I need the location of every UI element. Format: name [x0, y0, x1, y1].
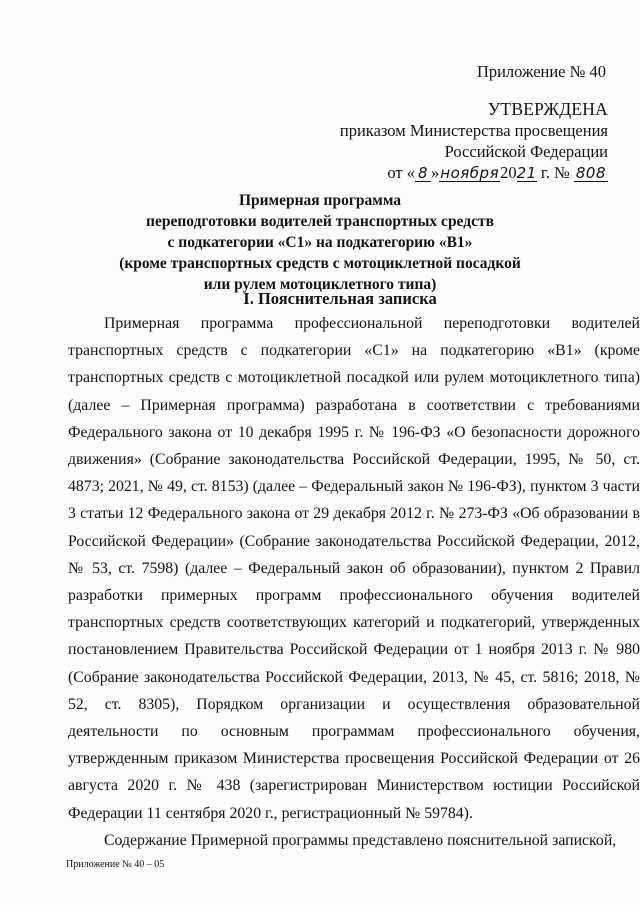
order-date-line	[288, 162, 608, 183]
date-mid: »	[431, 163, 440, 182]
approved-label: УТВЕРЖДЕНА	[487, 99, 608, 119]
title-line: Примерная программа	[238, 192, 402, 209]
title-line: (кроме транспортных средств с мотоциклетной посадкой	[119, 255, 521, 272]
handwritten-day: 8	[415, 165, 431, 182]
document-title	[90, 190, 550, 295]
approval-block	[288, 99, 608, 183]
body-paragraph: Содержание Примерной программы представлено пояснительной запиской,	[104, 831, 617, 849]
handwritten-order-number: 808	[575, 164, 606, 182]
date-year-prefix: 20	[500, 163, 517, 182]
body-paragraph: Примерная программа профессиональной переподготовки водителей транспортных средств с подкатегории «С1» на подкатегорию «В1» (кроме транспортных средств с мотоциклетной посадкой или рулем мотоциклетного типа) (далее – Примерная программа) разработана в соответствии с требованиями Федерального закона от 10 декабря 1995 г. № 196-ФЗ «О безопасности дорожного движения» (Собрание законодательства Российской Федерации, 1995, № 50, ст. 4873; 2021, № 49, ст. 8153) (далее – Федеральный закон № 196-ФЗ), пунктом 3 части 3 статьи 12 Федерального закона от 29 декабря 2012 г. № 273-ФЗ «Об образовании в Российской Федерации» (Собрание законодательства Российской Федерации, 2012, № 53, ст. 7598) (далее – Федеральный закон об образовании), пунктом 2 Правил разработки примерных программ профессионального обучения водителей транспортных средств соответствующих категорий и подкатегорий, утвержденных постановлением Правительства Российской Федерации от 1 ноября 2013 г. № 980 (Собрание законодательства Российской Федерации, 2013, № 45, ст. 5816; 2018, № 52, ст. 8305), Порядком организации и осуществления образовательной деятельности по основным программам профессионального обучения, утвержденным приказом Министерства просвещения Российской Федерации от 26 августа 2020 г. № 438 (зарегистрирован Министерством юстиции Российской Федерации 11 сентября 2020 г., регистрационный № 59784).	[68, 315, 640, 822]
section-heading: I. Пояснительная записка	[243, 289, 437, 308]
title-line: с подкатегории «С1» на подкатегорию «В1»	[167, 234, 473, 251]
title-line: переподготовки водителей транспортных средств	[146, 213, 494, 230]
date-prefix: от «	[387, 163, 415, 182]
document-body	[68, 310, 640, 854]
page-footer: Приложение № 40 – 05	[66, 859, 165, 870]
appendix-number: Приложение № 40	[476, 62, 606, 81]
approval-line-1: приказом Министерства просвещения	[339, 121, 608, 140]
approval-line-2: Российской Федерации	[444, 142, 608, 161]
title-line: или рулем мотоциклетного типа)	[203, 276, 437, 293]
date-suffix: г. №	[540, 163, 570, 182]
handwritten-year: 21	[516, 164, 537, 182]
handwritten-month: ноября	[440, 164, 500, 182]
